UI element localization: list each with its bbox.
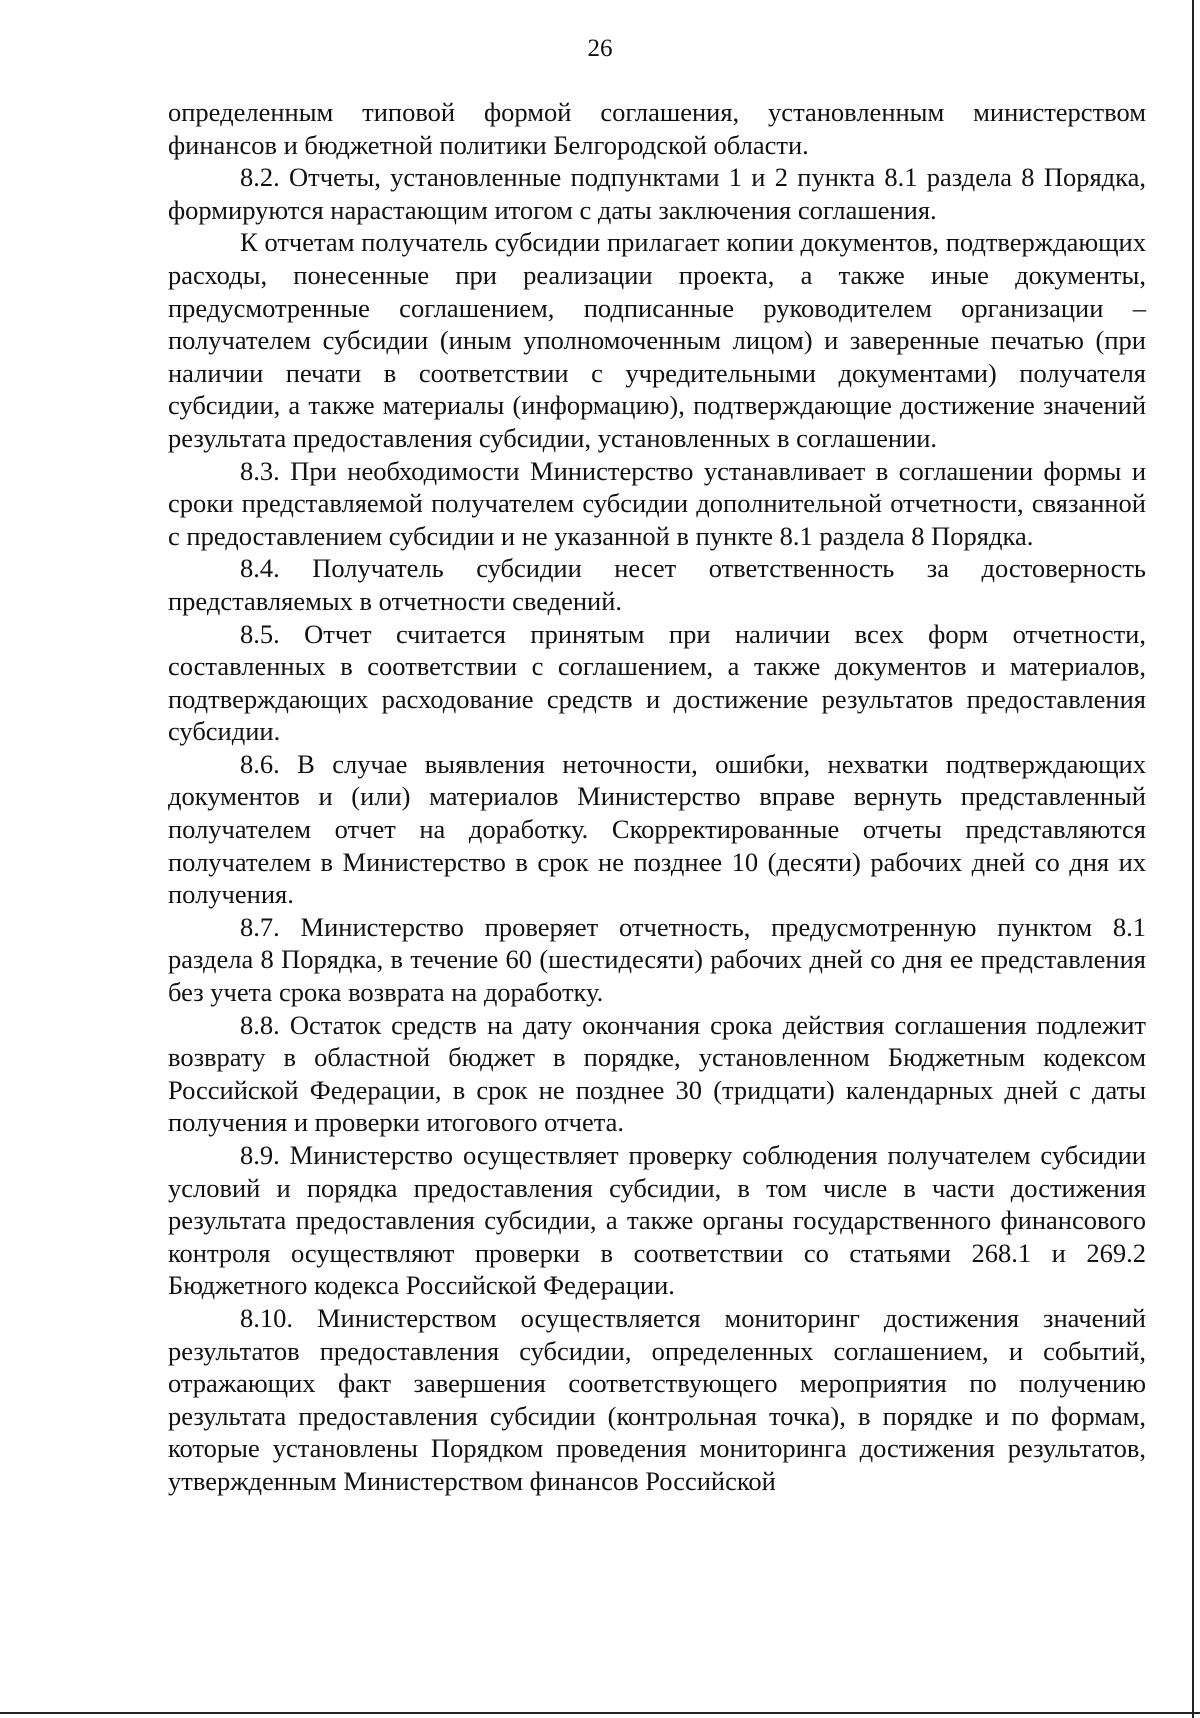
scan-border-right	[1192, 0, 1194, 1718]
paragraph-8-7: 8.7. Министерство проверяет отчетность, предусмотренную пунктом 8.1 раздела 8 Порядка, в течение 60 (шестидесяти) рабочих дней со дня ее представления без учета срока возврата на доработку.	[168, 911, 1146, 1008]
paragraph-8-5: 8.5. Отчет считается принятым при наличии всех форм отчетности, составленных в соответствии с соглашением, а также документов и материалов, подтверждающих расходование средств и достижение результатов предоставления субсидии.	[168, 618, 1146, 747]
paragraph-8-4: 8.4. Получатель субсидии несет ответственность за достоверность представляемых в отчетности сведений.	[168, 553, 1146, 616]
paragraph-8-6: 8.6. В случае выявления неточности, ошибки, нехватки подтверждающих документов и (или) материалов Министерство вправе вернуть представленный получателем отчет на доработку. Скорректированные отчеты представляются получателем в Министерство в срок не позднее 10 (десяти) рабочих дней со дня их получения.	[168, 748, 1146, 910]
scan-border-bottom	[0, 1712, 1200, 1714]
paragraph-8-10: 8.10. Министерством осуществляется мониторинг достижения значений результатов предоставления субсидии, определенных соглашением, и событий, отражающих факт завершения соответствующего мероприятия по получению результата предоставления субсидии (контрольная точка), в порядке и по формам, которые установлены Порядком проведения мониторинга достижения результатов, утвержденным Министерством финансов Российской	[168, 1302, 1146, 1496]
page-number: 26	[587, 35, 613, 62]
paragraph-8-8: 8.8. Остаток средств на дату окончания срока действия соглашения подлежит возврату в областной бюджет в порядке, установленном Бюджетным кодексом Российской Федерации, в срок не позднее 30 (тридцати) календарных дней с даты получения и проверки итогового отчета.	[168, 1009, 1146, 1138]
paragraph-8-2-attachments: К отчетам получатель субсидии прилагает копии документов, подтверждающих расходы, понесенные при реализации проекта, а также иные документы, предусмотренные соглашением, подписанные руководителем организации – получателем субсидии (иным уполномоченным лицом) и заверенные печатью (при наличии печати в соответствии с учредительными документами) получателя субсидии, а также материалы (информацию), подтверждающие достижение значений результата предоставления субсидии, установленных в соглашении.	[168, 227, 1146, 453]
paragraph-8-9: 8.9. Министерство осуществляет проверку соблюдения получателем субсидии условий и порядка предоставления субсидии, в том числе в части достижения результата предоставления субсидии, а также органы государственного финансового контроля осуществляют проверки в соответствии со статьями 268.1 и 269.2 Бюджетного кодекса Российской Федерации.	[168, 1140, 1146, 1301]
paragraph-8-2: 8.2. Отчеты, установленные подпунктами 1 и 2 пункта 8.1 раздела 8 Порядка, формируются нарастающим итогом с даты заключения соглашения.	[168, 162, 1146, 225]
paragraph-continuation: определенным типовой формой соглашения, установленным министерством финансов и бюджетной политики Белгородской области.	[168, 97, 1146, 160]
paragraph-8-3: 8.3. При необходимости Министерство устанавливает в соглашении формы и сроки представляемой получателем субсидии дополнительной отчетности, связанной с предоставлением субсидии и не указанной в пункте 8.1 раздела 8 Порядка.	[168, 455, 1146, 551]
document-body	[168, 96, 1146, 1498]
